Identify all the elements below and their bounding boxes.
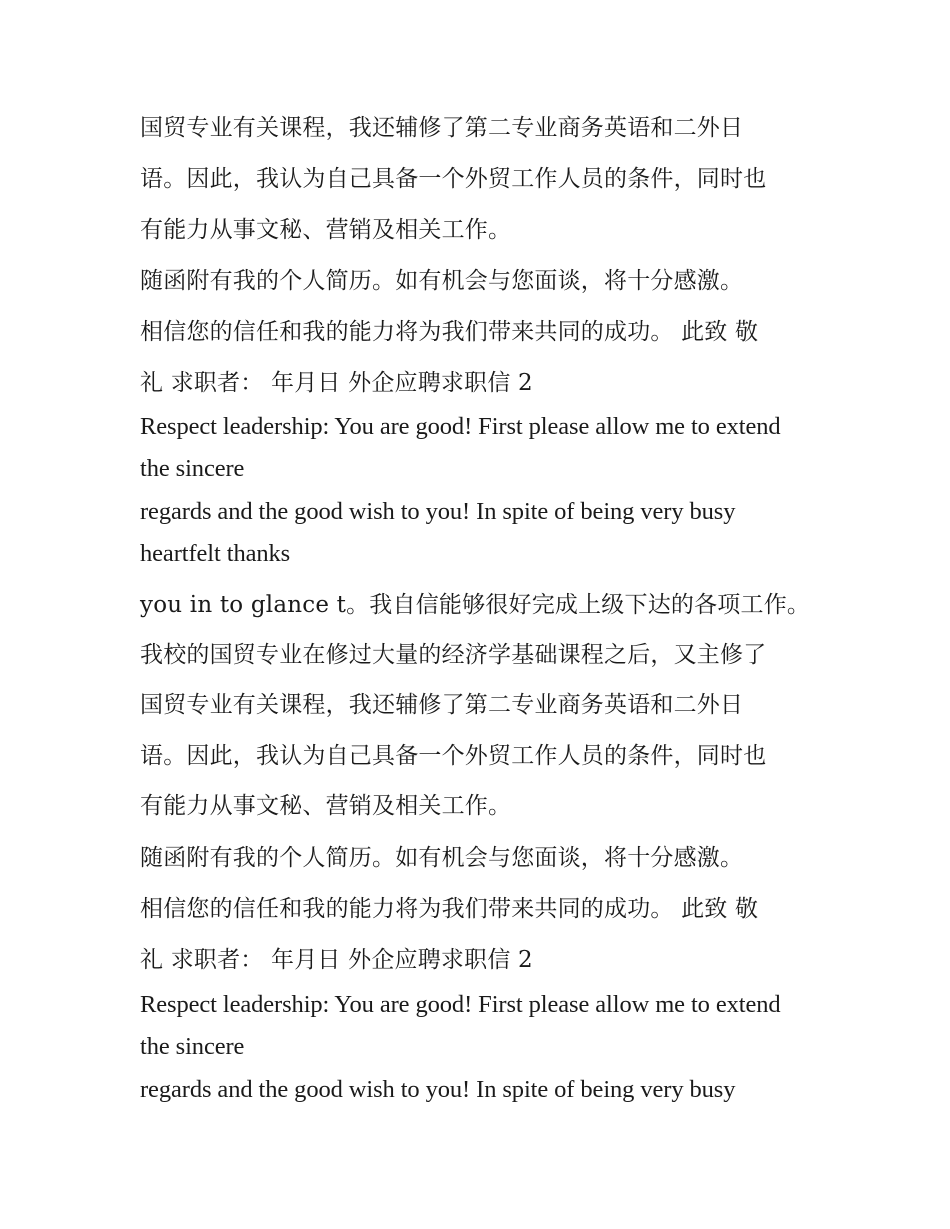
text-line: 国贸专业有关课程，我还辅修了第二专业商务英语和二外日 [140,115,744,141]
text-line: 有能力从事文秘、营销及相关工作。 [140,793,512,819]
text-line: 礼 求职者： 年月日 外企应聘求职信 2 [140,947,533,973]
text-line: 我校的国贸专业在修过大量的经济学基础课程之后，又主修了 [140,642,767,668]
text-line: 随函附有我的个人简历。如有机会与您面谈，将十分感激。 [140,268,744,294]
text-line: the sincere [140,1033,245,1060]
text-line: 语。因此，我认为自己具备一个外贸工作人员的条件，同时也 [140,166,767,192]
text-line: 相信您的信任和我的能力将为我们带来共同的成功。 此致 敬 [140,319,759,345]
text-line: 有能力从事文秘、营销及相关工作。 [140,217,512,243]
text-line: 相信您的信任和我的能力将为我们带来共同的成功。 此致 敬 [140,896,759,922]
text-line: 礼 求职者： 年月日 外企应聘求职信 2 [140,370,533,396]
text-line: Respect leadership: You are good! First please allow me to extend [140,991,781,1018]
text-line: 语。因此，我认为自己具备一个外贸工作人员的条件，同时也 [140,743,767,769]
text-line: regards and the good wish to you! In spite of being very busy [140,498,736,525]
text-line: the sincere [140,455,245,482]
text-line: heartfelt thanks [140,540,291,567]
text-line: 国贸专业有关课程，我还辅修了第二专业商务英语和二外日 [140,692,744,718]
text-line: regards and the good wish to you! In spite of being very busy [140,1076,736,1103]
text-line: you in to glance t。我自信能够很好完成上级下达的各项工作。 [140,592,811,618]
text-line: 随函附有我的个人简历。如有机会与您面谈，将十分感激。 [140,845,744,871]
text-line: Respect leadership: You are good! First please allow me to extend [140,413,781,440]
